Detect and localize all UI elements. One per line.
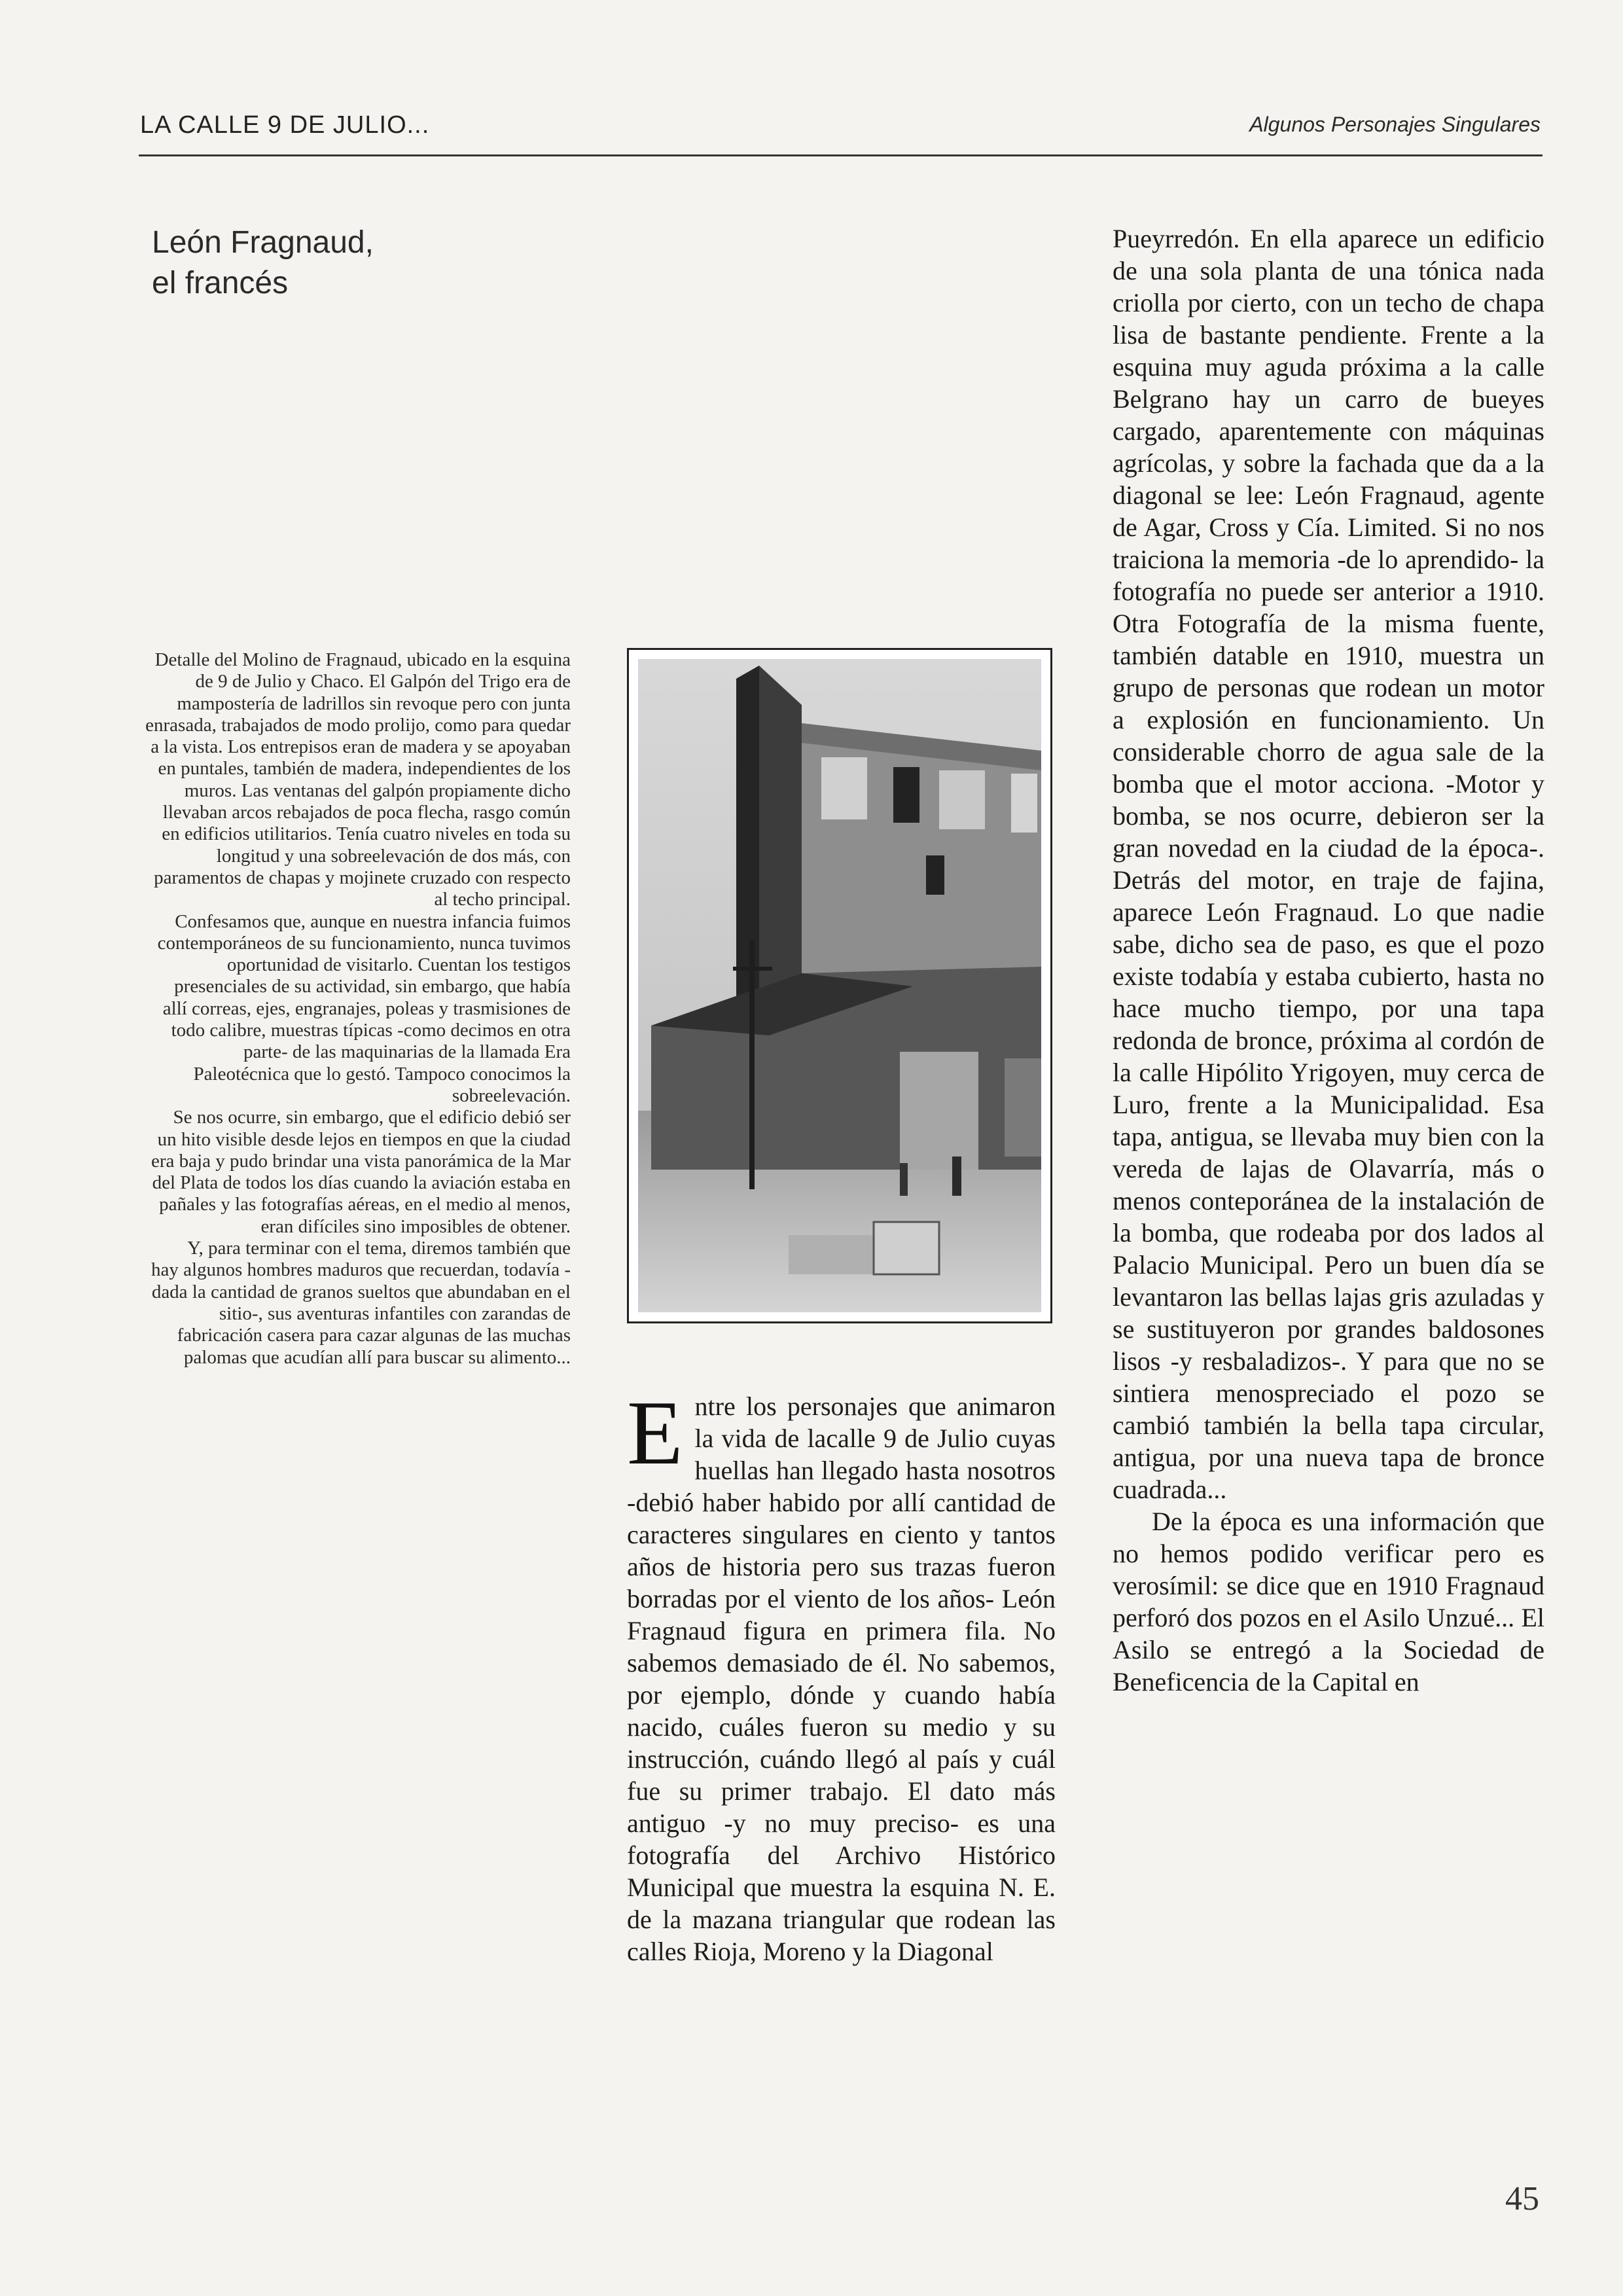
mill-building-image [638,659,1041,1312]
header-divider [139,154,1543,156]
body-paragraph: Pueyrredón. En ella aparece un edificio de una sola planta de una tónica nada criolla por cierto, con un techo de chapa lisa de bastante pendiente. Frente a la esquina muy aguda próxima a la calle Belgrano hay un carro de bueyes cargado, aparentemente con máquinas agrícolas, y sobre la fachada que da a la diagonal se lee: León Fragnaud, agente de Agar, Cross y Cía. Limited. Si no nos traiciona la memoria -de lo aprendido- la fotografía no puede ser anterior a 1910. Otra Fotografía de la misma fuente, también datable en 1910, muestra un grupo de personas que rodean un motor a explosión en funcionamiento. Un considerable chorro de agua sale de la bomba que el motor acciona. -Motor y bomba, se nos ocurre, debieron ser la gran novedad en la ciudad de la época-. Detrás del motor, en traje de fajina, aparece León Fragnaud. Lo que nadie sabe, dicho sea de paso, es que el pozo existe todabía y estaba cubierto, hasta no hace mucho tiempo, por una tapa redonda de bronce, próxima al cordón de la calle Hipólito Yrigoyen, muy cerca de Luro, frente a la Municipalidad. Esa tapa, antigua, se llevaba muy bien con la vereda de lajas de Olavarría, más o menos conteporánea de la instalación de la bomba, que rodeaba por dos lados al Palacio Municipal. Pero un buen día se levantaron las bellas lajas gris azuladas y se sustituyeron por grandes baldosones lisos -y resbaladizos-. Y para que no se sintiera menospreciado el pozo se cambió también la bella tapa circular, antigua, por una nueva tapa de bronce cuadrada... [1113,224,1544,1504]
body-text: ntre los personajes que animaron la vida de lacalle 9 de Julio cuyas huellas han llegado hasta nosotros -debió haber habido por allí cantidad de caracteres singulares en ciento y tantos años de historia pero sus trazas fueron borradas por el viento de los años- León Fragnaud figura en primera fila. No sabemos demasiado de él. No sabemos, por ejemplo, dónde y cuando había nacido, cuáles fueron su medio y su instrucción, cuándo llegó al país y cuál fue su primer trabajo. El dato más antiguo -y no muy preciso- es una fotografía del Archivo Histórico Municipal que muestra la esquina N. E. de la mazana triangular que rodean las calles Rioja, Moreno y la Diagonal [627,1391,1056,1966]
article-title-line-2: el francés [152,266,289,300]
body-paragraph: De la época es una información que no hemos podido verificar pero es verosímil: se dice que en 1910 Fragnaud perforó dos pozos en el Asilo Unzué... El Asilo se entregó a la Sociedad de Beneficencia de la Capital en [1113,1507,1544,1696]
body-column-right [1113,223,1544,1698]
article-title [152,223,374,304]
caption-paragraph: Detalle del Molino de Fragnaud, ubicado en la esquina de 9 de Julio y Chaco. El Galpón del Trigo era de mampostería de ladrillos sin revoque pero con junta enrasada, trabajados de modo prolijo, como para quedar a la vista. Los entrepisos eran de madera y se apoyaban en puntales, también de madera, independientes de los muros. Las ventanas del galpón propiamente dicho llevaban arcos rebajados de poca flecha, rasgo común en edificios utilitarios. Tenía cuatro niveles en toda su longitud y una sobreelevación de dos más, con paramentos de chapas y mojinete cruzado con respecto al techo principal. [145,649,571,910]
article-title-line-1: León Fragnaud, [152,225,374,260]
drop-cap: E [627,1382,683,1484]
body-column-middle [627,1382,1056,1967]
body-paragraph [627,1382,1056,1967]
caption-paragraph: Se nos ocurre, sin embargo, que el edificio debió ser un hito visible desde lejos en tiempos en que la ciudad era baja y pudo brindar una vista panorámica de la Mar del Plata de todos los días cuando la aviación estaba en pañales y las fotografías aéreas, en el medio al menos, eran difíciles sino imposibles de obtener. [151,1107,571,1237]
running-header-section: Algunos Personajes Singulares [1249,113,1541,136]
page-number: 45 [1505,2180,1539,2217]
photo-caption [145,649,571,1369]
caption-paragraph: Confesamos que, aunque en nuestra infancia fuimos contemporáneos de su funcionamiento, nunca tuvimos oportunidad de visitarlo. Cuentan los testigos presenciales de su actividad, sin embargo, que había allí correas, ejes, engranajes, poleas y trasmisiones de todo calibre, muestras típicas -como decimos en otra parte- de las maquinarias de la llamada Era Paleotécnica que lo gestó. Tampoco conocimos la sobreelevación. [157,910,571,1106]
caption-paragraph: Y, para terminar con el tema, diremos también que hay algunos hombres maduros que recuerdan, todavía -dada la cantidad de granos sueltos que abundaban en el sitio-, sus aventuras infantiles con zarandas de fabricación casera para cazar algunas de las muchas palomas que acudían allí para buscar su alimento... [151,1238,571,1368]
running-header-title: LA CALLE 9 DE JULIO... [140,111,430,139]
mill-photo [627,648,1052,1323]
